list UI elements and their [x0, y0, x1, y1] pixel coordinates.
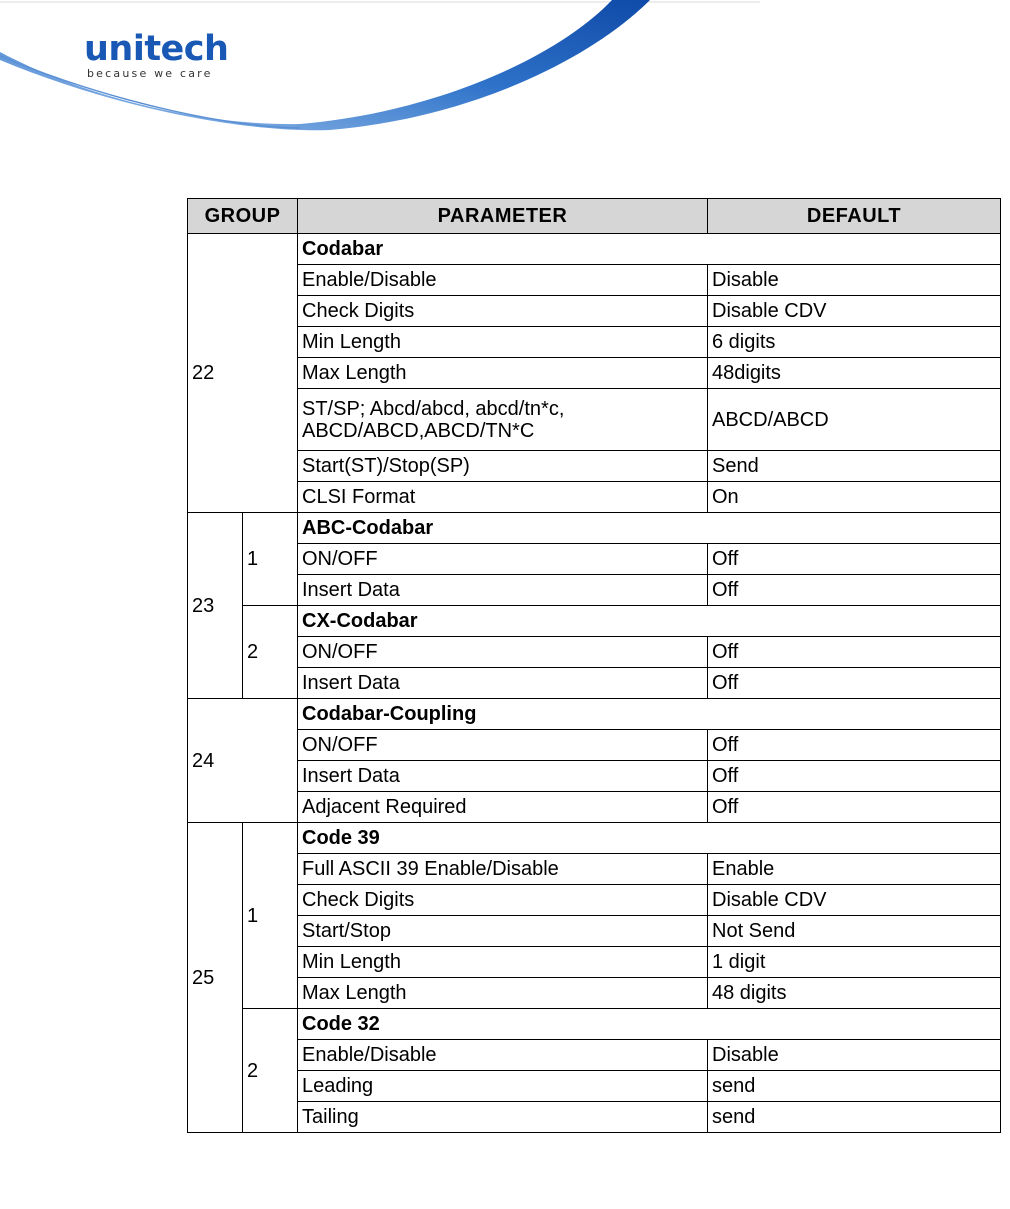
default-cell: 6 digits	[708, 327, 1001, 358]
parameter-line: ABCD/ABCD,ABCD/TN*C	[302, 419, 535, 442]
section-title: Code 39	[298, 823, 1001, 854]
table-row	[188, 358, 1001, 389]
table-row	[188, 575, 1001, 606]
default-cell: Disable CDV	[708, 296, 1001, 327]
table-row	[188, 792, 1001, 823]
table-row	[188, 1071, 1001, 1102]
parameter-cell: Max Length	[298, 978, 708, 1009]
section-title: Code 32	[298, 1009, 1001, 1040]
table-row	[188, 606, 1001, 637]
default-cell: 48digits	[708, 358, 1001, 389]
brand-logo	[84, 30, 228, 80]
parameter-cell: ON/OFF	[298, 637, 708, 668]
default-cell: Off	[708, 761, 1001, 792]
brand-tagline: because we care	[87, 67, 213, 80]
table-header-row	[188, 199, 1001, 234]
section-title: Codabar-Coupling	[298, 699, 1001, 730]
group-cell: 23	[188, 513, 243, 699]
section-title: ABC-Codabar	[298, 513, 1001, 544]
table-row	[188, 823, 1001, 854]
parameter-cell: Leading	[298, 1071, 708, 1102]
default-cell: Enable	[708, 854, 1001, 885]
table-row	[188, 668, 1001, 699]
parameter-cell	[298, 389, 708, 451]
default-cell: Off	[708, 637, 1001, 668]
parameter-cell: Insert Data	[298, 668, 708, 699]
parameter-cell: ON/OFF	[298, 730, 708, 761]
col-header-default: DEFAULT	[708, 199, 1001, 234]
table-row	[188, 699, 1001, 730]
parameter-cell: Tailing	[298, 1102, 708, 1133]
parameter-cell: ON/OFF	[298, 544, 708, 575]
table-row	[188, 947, 1001, 978]
default-cell: 48 digits	[708, 978, 1001, 1009]
parameter-cell: Start/Stop	[298, 916, 708, 947]
subgroup-cell: 2	[243, 1009, 298, 1133]
default-cell: Not Send	[708, 916, 1001, 947]
table-row	[188, 544, 1001, 575]
default-cell: send	[708, 1102, 1001, 1133]
parameter-cell: Start(ST)/Stop(SP)	[298, 451, 708, 482]
table-row	[188, 265, 1001, 296]
parameter-cell: Check Digits	[298, 296, 708, 327]
group-cell: 22	[188, 234, 298, 513]
default-cell: Off	[708, 730, 1001, 761]
parameter-cell: Check Digits	[298, 885, 708, 916]
table-row	[188, 513, 1001, 544]
parameter-cell: Adjacent Required	[298, 792, 708, 823]
table-row	[188, 296, 1001, 327]
default-cell: send	[708, 1071, 1001, 1102]
default-cell: Send	[708, 451, 1001, 482]
col-header-parameter: PARAMETER	[298, 199, 708, 234]
default-cell: Disable	[708, 265, 1001, 296]
col-header-group: GROUP	[188, 199, 298, 234]
table-row	[188, 327, 1001, 358]
table-row	[188, 234, 1001, 265]
default-cell: Off	[708, 544, 1001, 575]
default-cell: Off	[708, 668, 1001, 699]
subgroup-cell: 1	[243, 513, 298, 606]
section-title: Codabar	[298, 234, 1001, 265]
table-row	[188, 854, 1001, 885]
group-cell: 24	[188, 699, 298, 823]
subgroup-cell: 1	[243, 823, 298, 1009]
parameter-table	[187, 198, 1001, 1133]
table-row	[188, 482, 1001, 513]
parameter-cell: Insert Data	[298, 761, 708, 792]
table-row	[188, 389, 1001, 451]
default-cell: Disable	[708, 1040, 1001, 1071]
table-row	[188, 1102, 1001, 1133]
default-cell: Off	[708, 792, 1001, 823]
parameter-line: ST/SP; Abcd/abcd, abcd/tn*c,	[302, 397, 565, 420]
table-row	[188, 730, 1001, 761]
table-row	[188, 761, 1001, 792]
parameter-cell: Enable/Disable	[298, 265, 708, 296]
table-row	[188, 637, 1001, 668]
parameter-cell: Enable/Disable	[298, 1040, 708, 1071]
default-cell: Off	[708, 575, 1001, 606]
table-row	[188, 885, 1001, 916]
section-title: CX-Codabar	[298, 606, 1001, 637]
parameter-cell: Min Length	[298, 947, 708, 978]
parameter-cell: CLSI Format	[298, 482, 708, 513]
default-cell: ABCD/ABCD	[708, 389, 1001, 451]
default-cell: 1 digit	[708, 947, 1001, 978]
parameter-cell: Full ASCII 39 Enable/Disable	[298, 854, 708, 885]
default-cell: On	[708, 482, 1001, 513]
brand-name: unitech	[84, 29, 229, 69]
table-row	[188, 978, 1001, 1009]
table-row	[188, 451, 1001, 482]
table-row	[188, 916, 1001, 947]
group-cell: 25	[188, 823, 243, 1133]
subgroup-cell: 2	[243, 606, 298, 699]
default-cell: Disable CDV	[708, 885, 1001, 916]
parameter-cell: Insert Data	[298, 575, 708, 606]
table-row	[188, 1009, 1001, 1040]
table-row	[188, 1040, 1001, 1071]
parameter-cell: Max Length	[298, 358, 708, 389]
parameter-cell: Min Length	[298, 327, 708, 358]
